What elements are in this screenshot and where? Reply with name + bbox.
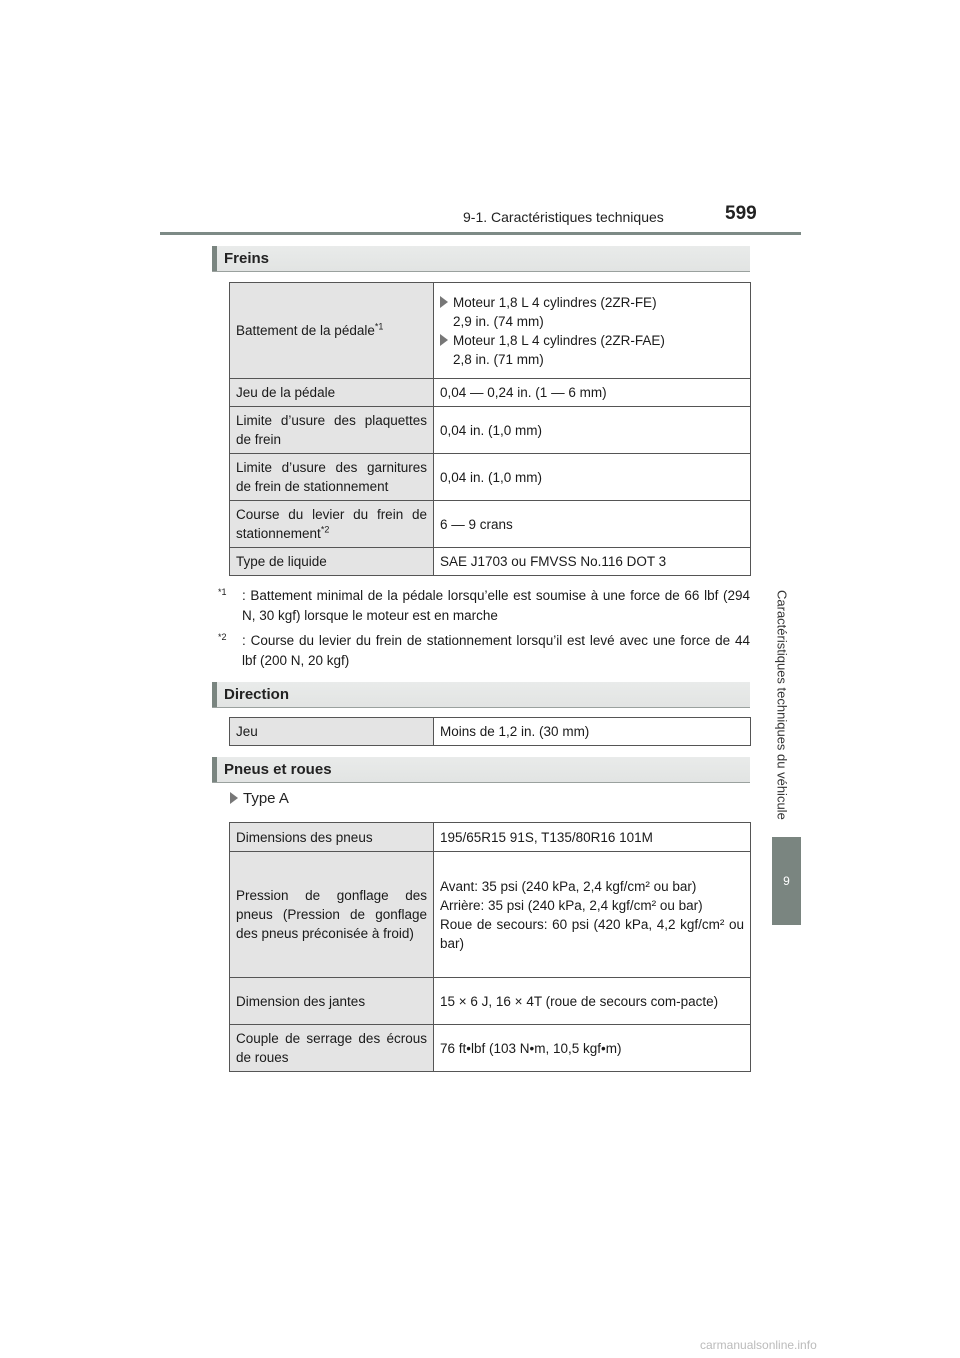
table-label-cell: Dimensions des pneus — [230, 823, 434, 852]
footnote-1: *1 : Battement minimal de la pédale lorsqu’elle est soumise à une force de 66 lbf (294 N, 30 kgf) lorsque le moteur est en marche — [218, 586, 750, 626]
table-row — [230, 852, 751, 978]
triangle-bullet-icon — [440, 334, 448, 346]
table-value-cell — [434, 283, 751, 379]
table-row — [230, 548, 751, 576]
table-value-cell: Moins de 1,2 in. (30 mm) — [434, 718, 751, 746]
section-header-freins — [212, 246, 750, 272]
table-row — [230, 823, 751, 852]
table-label-cell: Limite d’usure des garnitures de frein de stationnement — [230, 454, 434, 501]
triangle-bullet-icon — [440, 296, 448, 308]
table-value-cell: 76 ft•lbf (103 N•m, 10,5 kgf•m) — [434, 1025, 751, 1072]
direction-table — [229, 717, 751, 746]
engine-value: 2,8 in. (71 mm) — [453, 351, 544, 367]
table-label-cell: Battement de la pédale$^{*1}$ — [230, 283, 434, 379]
engine-line: Moteur 1,8 L 4 cylindres (2ZR-FE) — [440, 293, 744, 312]
table-value-cell: 0,04 in. (1,0 mm) — [434, 454, 751, 501]
table-label-cell: Jeu — [230, 718, 434, 746]
table-row — [230, 978, 751, 1025]
section-marker — [212, 757, 217, 782]
freins-table — [229, 282, 751, 576]
footnote-text: : Course du levier du frein de stationnement lorsqu’il est levé avec une force de 44 lbf (200 N, 20 kgf) — [242, 633, 750, 668]
table-value-cell: 0,04 in. (1,0 mm) — [434, 407, 751, 454]
table-value-cell: 0,04 — 0,24 in. (1 — 6 mm) — [434, 379, 751, 407]
pressure-spare: Roue de secours: 60 psi (420 kPa, 4,2 kgf/cm² ou bar) — [440, 916, 744, 951]
table-row — [230, 407, 751, 454]
engine-line: Moteur 1,8 L 4 cylindres (2ZR-FAE) — [440, 331, 744, 350]
table-row — [230, 283, 751, 379]
section-header-direction — [212, 682, 750, 708]
watermark-text: carmanualsonline.info — [700, 1338, 817, 1352]
table-value-cell — [434, 852, 751, 978]
footnote-text: : Battement minimal de la pédale lorsqu’elle est soumise à une force de 66 lbf (294 N, 30 kgf) lorsque le moteur est en marche — [242, 588, 750, 623]
table-label-cell: Couple de serrage des écrous de roues — [230, 1025, 434, 1072]
table-label-cell: Limite d’usure des plaquettes de frein — [230, 407, 434, 454]
section-heading: Direction — [224, 686, 290, 703]
pressure-rear: Arrière: 35 psi (240 kPa, 2,4 kgf/cm² ou bar) — [440, 897, 703, 913]
type-label: Type A — [230, 790, 289, 807]
table-value-cell: 195/65R15 91S, T135/80R16 101M — [434, 823, 751, 852]
section-marker — [212, 246, 217, 271]
chapter-tab-title[interactable] — [762, 560, 802, 850]
section-header-pneus — [212, 757, 750, 783]
table-row — [230, 454, 751, 501]
footnote-mark: *2 — [320, 524, 330, 535]
table-label-cell: Course du levier du frein de stationnement$^{*2}$ — [230, 501, 434, 548]
table-value-cell: 15 × 6 J, 16 × 4T (roue de secours com-pacte) — [434, 978, 751, 1025]
triangle-bullet-icon — [230, 792, 238, 804]
table-label-cell: Type de liquide — [230, 548, 434, 576]
header-rule — [160, 232, 801, 235]
table-row — [230, 1025, 751, 1072]
section-title: 9-1. Caractéristiques techniques — [463, 209, 664, 225]
engine-value: 2,9 in. (74 mm) — [453, 313, 544, 329]
pneus-table — [229, 822, 751, 1072]
table-label-cell: Dimension des jantes — [230, 978, 434, 1025]
section-heading: Freins — [224, 250, 270, 267]
table-row — [230, 501, 751, 548]
table-row — [230, 379, 751, 407]
page-number: 599 — [725, 203, 757, 224]
pressure-front: Avant: 35 psi (240 kPa, 2,4 kgf/cm² ou bar) — [440, 878, 697, 894]
chapter-tab-label: Caractéristiques techniques du véhicule — [774, 590, 790, 820]
section-heading: Pneus et roues — [224, 761, 332, 778]
chapter-tab-number[interactable]: 9 — [772, 837, 801, 925]
table-row — [230, 718, 751, 746]
footnote-2: *2 : Course du levier du frein de stationnement lorsqu’il est levé avec une force de 44 lbf (200 N, 20 kgf) — [218, 631, 750, 671]
table-label-cell: Jeu de la pédale — [230, 379, 434, 407]
footnote-mark: *1 — [374, 321, 384, 332]
table-value-cell: 6 — 9 crans — [434, 501, 751, 548]
table-value-cell: SAE J1703 ou FMVSS No.116 DOT 3 — [434, 548, 751, 576]
section-marker — [212, 682, 217, 707]
table-label-cell: Pression de gonflage des pneus (Pression de gonflage des pneus préconisée à froid) — [230, 852, 434, 978]
